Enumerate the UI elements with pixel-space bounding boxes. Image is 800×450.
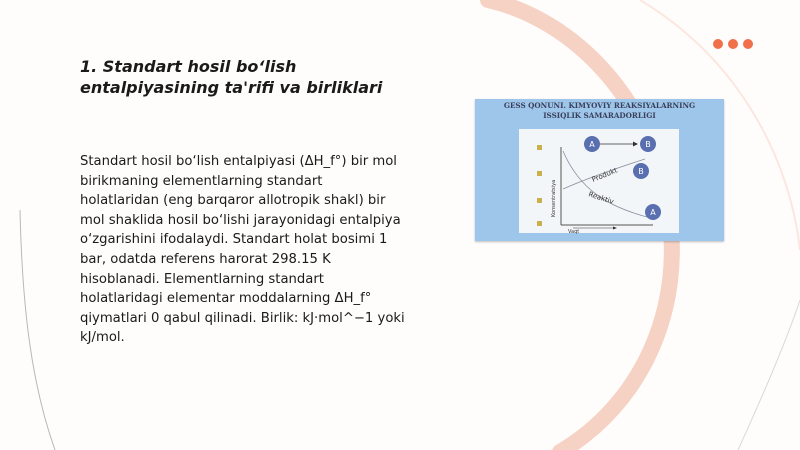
decorative-curve-left (20, 210, 55, 450)
slide-body-text: Standart hosil bo‘lish entalpiyasi (ΔH_f°) bir mol birikmaning elementlarning standart holatlaridan (eng barqaror allotropik shakl) bir mol shaklida hosil bo‘lishi jarayonidagi entalpiya o‘zgarishini ifodalaydi. Standart holat bosimi 1 bar, odatda referens harorat 298.15 K hisoblanadi. Elementlarning standart holatlaridagi elementar moddalarning ΔH_f° qiymatlari 0 qabul qilinadi. Birlik: kJ·mol^−1 yoki kJ/mol. (80, 154, 405, 346)
sample-dot-icon (537, 145, 542, 150)
node-a-label: A (650, 208, 656, 217)
y-axis-label: Konsentratsiya (551, 179, 557, 217)
products-label: Produkt (590, 166, 619, 184)
sample-dot-icon (537, 198, 542, 203)
reaction-diagram (475, 99, 724, 241)
sample-dot-icon (537, 171, 542, 176)
node-a-label: A (589, 140, 595, 149)
sample-dot-icon (537, 221, 542, 226)
figure-title-line-1: GESS QONUNI. KIMYOVIY REAKSIYALARNING (503, 101, 696, 110)
reaction-figure (475, 99, 724, 241)
decorative-dots (713, 39, 753, 49)
node-b-label: B (645, 140, 651, 149)
reactants-label: Reaktiv (587, 190, 615, 206)
figure-title-line-2: ISSIQLIK SAMARADORLIGI (543, 111, 656, 120)
dot-icon (728, 39, 738, 49)
dot-icon (713, 39, 723, 49)
dot-icon (743, 39, 753, 49)
slide-title: 1. Standart hosil bo‘lish entalpiyasining ta'rifi va birliklari (80, 57, 383, 97)
node-b-label: B (638, 167, 644, 176)
decorative-curve-right (738, 300, 800, 450)
x-axis-label: Vaqt (568, 229, 580, 235)
